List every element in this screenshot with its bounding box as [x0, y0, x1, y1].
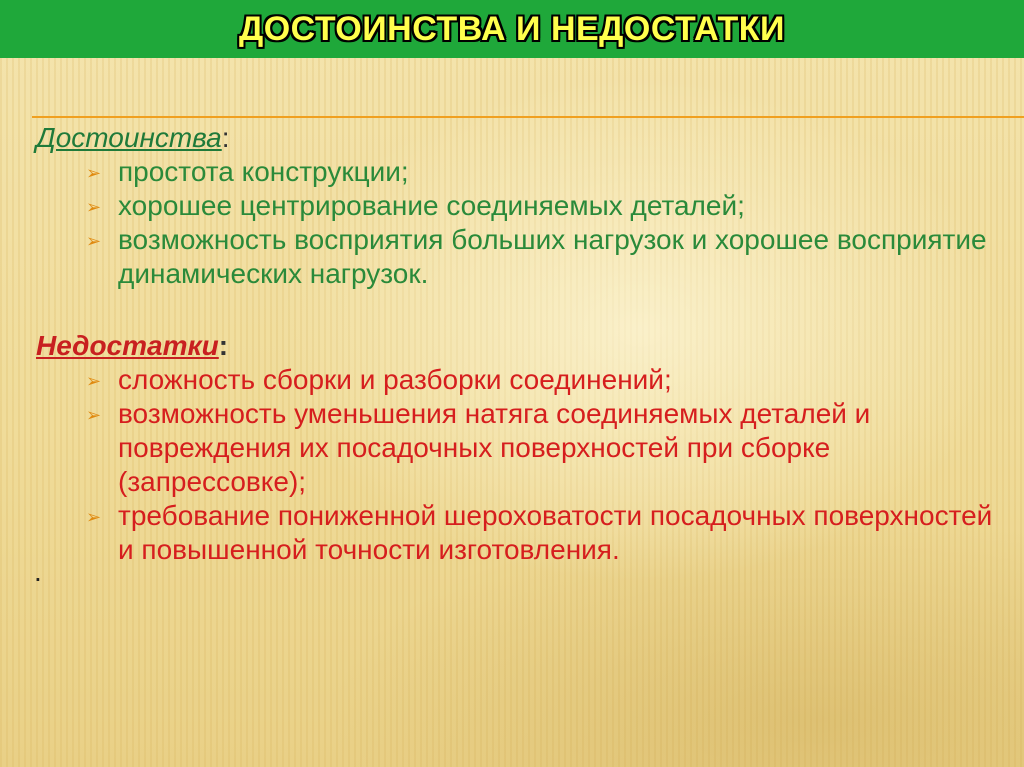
title-bar — [0, 0, 1024, 58]
disadvantages-heading-line — [36, 329, 996, 363]
chevron-right-icon: ➢ — [86, 371, 102, 391]
header-divider — [32, 116, 1024, 118]
list-item-text: сложность сборки и разборки соединений; — [118, 364, 672, 395]
list-item — [36, 363, 996, 397]
chevron-right-icon: ➢ — [86, 197, 102, 217]
list-item — [36, 499, 996, 567]
slide-content — [36, 121, 996, 567]
list-item — [36, 189, 996, 223]
list-item — [36, 155, 996, 189]
list-item-text: возможность уменьшения натяга соединяемых деталей и повреждения их посадочных поверхностей при сборке (запрессовке); — [118, 398, 871, 497]
trailing-mark: . — [34, 556, 42, 587]
advantages-list — [36, 155, 996, 291]
slide-title: ДОСТОИНСТВА И НЕДОСТАТКИ — [238, 9, 785, 48]
chevron-right-icon: ➢ — [86, 231, 102, 251]
list-item-text: возможность восприятия больших нагрузок и хорошее восприятие динамических нагрузок. — [118, 224, 987, 289]
list-item — [36, 397, 996, 499]
list-item-text: требование пониженной шероховатости посадочных поверхностей и повышенной точности изготовления. — [118, 500, 993, 565]
chevron-right-icon: ➢ — [86, 163, 102, 183]
advantages-heading: Достоинства — [36, 122, 222, 153]
disadvantages-colon: : — [218, 330, 229, 361]
list-item-text: простота конструкции; — [118, 156, 409, 187]
list-item — [36, 223, 996, 291]
disadvantages-list — [36, 363, 996, 567]
advantages-colon: : — [221, 122, 230, 153]
chevron-right-icon: ➢ — [86, 405, 102, 425]
disadvantages-heading: Недостатки — [36, 330, 219, 361]
section-spacer — [36, 291, 996, 329]
advantages-heading-line — [36, 121, 996, 155]
list-item-text: хорошее центрирование соединяемых деталей; — [118, 190, 745, 221]
chevron-right-icon: ➢ — [86, 507, 102, 527]
